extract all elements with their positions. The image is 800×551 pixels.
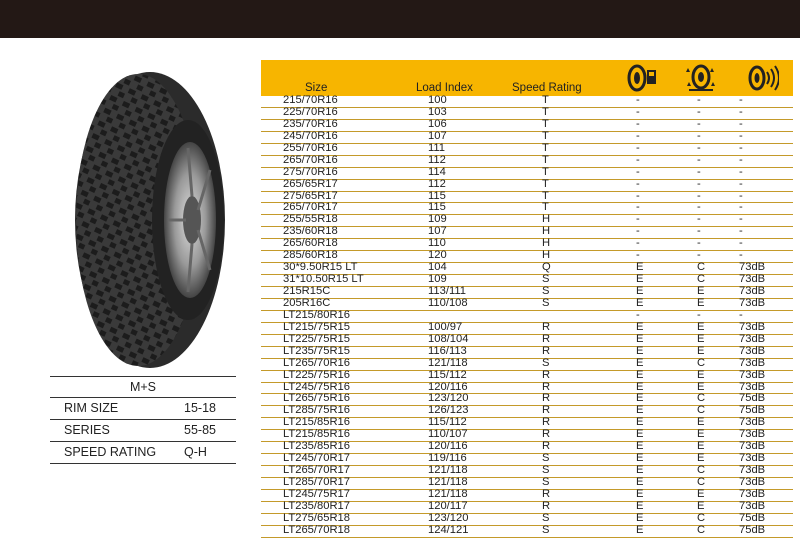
cell-load-index: 107 (428, 129, 447, 142)
cell-load-index: 121/118 (428, 487, 468, 500)
cell-noise: 73dB (739, 499, 766, 512)
cell-load-index: 109 (428, 213, 447, 226)
cell-fuel-rating: E (636, 404, 644, 417)
cell-load-index: 124/121 (428, 523, 469, 536)
cell-fuel-rating: E (636, 344, 644, 357)
cell-speed-rating: S (542, 452, 550, 465)
cell-size: LT285/75R16 (283, 404, 350, 417)
spec-row (50, 442, 236, 464)
cell-size: 30*9.50R15 LT (283, 261, 358, 274)
cell-noise: - (739, 141, 743, 154)
cell-speed-rating: S (542, 273, 550, 286)
cell-speed-rating: H (542, 213, 551, 226)
cell-speed-rating: T (542, 94, 549, 106)
cell-size: 225/70R16 (283, 105, 338, 118)
cell-fuel-rating: - (636, 177, 640, 190)
cell-wet-grip-rating: E (697, 344, 705, 357)
cell-speed-rating: T (542, 141, 549, 154)
cell-load-index: 100 (428, 94, 447, 106)
cell-speed-rating: H (542, 225, 551, 238)
cell-load-index: 120/116 (428, 440, 468, 453)
cell-speed-rating: R (542, 404, 551, 417)
cell-wet-grip-rating: - (697, 237, 701, 250)
cell-speed-rating: R (542, 487, 551, 500)
cell-size: LT265/70R16 (283, 356, 350, 369)
cell-size: LT215/85R16 (283, 416, 350, 429)
cell-wet-grip-rating: - (697, 141, 701, 154)
cell-speed-rating: T (542, 105, 549, 118)
table-row (261, 239, 793, 251)
cell-fuel-rating: E (636, 440, 644, 453)
spec-row (50, 398, 236, 420)
cell-noise: 73dB (739, 344, 766, 357)
cell-load-index: 109 (428, 273, 447, 286)
top-banner (0, 0, 800, 38)
cell-noise: 73dB (739, 296, 766, 309)
cell-noise: 73dB (739, 464, 766, 477)
cell-load-index: 116/113 (428, 344, 467, 357)
cell-fuel-rating: - (636, 225, 640, 238)
cell-fuel-rating: E (636, 273, 644, 286)
cell-speed-rating: T (542, 165, 549, 178)
cell-wet-grip-rating: E (697, 380, 705, 393)
cell-size: LT225/75R16 (283, 368, 350, 381)
cell-speed-rating: S (542, 356, 550, 369)
cell-size: LT225/75R15 (283, 332, 350, 345)
cell-load-index: 121/118 (428, 476, 468, 488)
table-row (261, 189, 793, 204)
cell-wet-grip-rating: C (697, 273, 706, 286)
cell-fuel-rating: - (636, 201, 640, 214)
cell-fuel-rating: E (636, 356, 644, 369)
cell-size: LT265/70R17 (283, 464, 350, 477)
cell-wet-grip-rating: - (697, 225, 701, 238)
spec-label: SPEED RATING (64, 445, 157, 459)
cell-size: LT265/70R18 (283, 523, 350, 536)
cell-noise: 73dB (739, 428, 766, 441)
cell-wet-grip-rating: E (697, 487, 705, 500)
cell-fuel-rating: E (636, 296, 644, 309)
cell-noise: - (739, 129, 743, 142)
cell-fuel-rating: - (636, 249, 640, 262)
cell-load-index: 104 (428, 261, 447, 274)
cell-noise: - (739, 165, 743, 178)
cell-size: LT235/75R15 (283, 344, 350, 357)
table-header (261, 60, 793, 96)
cell-load-index: 121/118 (428, 356, 468, 369)
cell-size: LT275/65R18 (283, 511, 350, 524)
table-row (261, 287, 793, 299)
cell-size: 215R15C (283, 285, 331, 297)
cell-fuel-rating: - (636, 189, 640, 202)
cell-fuel-rating: E (636, 511, 644, 524)
cell-wet-grip-rating: - (697, 153, 701, 166)
cell-fuel-rating: E (636, 452, 644, 465)
cell-speed-rating: S (542, 464, 550, 477)
cell-noise: - (739, 117, 743, 130)
cell-fuel-rating: - (636, 213, 640, 226)
cell-noise: 73dB (739, 273, 766, 286)
cell-speed-rating: R (542, 320, 551, 333)
cell-speed-rating: H (542, 249, 551, 262)
tire-image (60, 70, 230, 370)
cell-size: LT215/85R16 (283, 428, 350, 441)
table-row (261, 117, 793, 132)
cell-wet-grip-rating: E (697, 296, 705, 309)
cell-fuel-rating: E (636, 476, 644, 488)
cell-size: 31*10.50R15 LT (283, 273, 364, 286)
cell-noise: 73dB (739, 440, 766, 453)
fuel-efficiency-icon (627, 64, 659, 92)
wet-grip-icon (685, 64, 717, 92)
cell-wet-grip-rating: C (697, 511, 706, 524)
cell-noise: 73dB (739, 332, 766, 345)
cell-speed-rating: T (542, 117, 549, 130)
cell-size: LT245/70R17 (283, 452, 350, 465)
table-row (261, 203, 793, 215)
cell-size: LT265/75R16 (283, 392, 350, 405)
cell-size: 215/70R16 (283, 94, 338, 106)
cell-wet-grip-rating: E (697, 332, 705, 345)
cell-fuel-rating: E (636, 380, 644, 393)
cell-noise: - (739, 249, 743, 262)
cell-fuel-rating: E (636, 464, 644, 477)
table-row (261, 523, 793, 538)
cell-speed-rating: T (542, 201, 549, 214)
table-row (261, 153, 793, 168)
cell-fuel-rating: - (636, 117, 640, 130)
table-body (261, 96, 793, 538)
cell-noise: - (739, 213, 743, 226)
cell-size: 285/60R18 (283, 249, 338, 262)
cell-wet-grip-rating: E (697, 368, 705, 381)
spec-value: Q-H (184, 445, 207, 459)
cell-size: 275/70R16 (283, 165, 338, 178)
cell-speed-rating: T (542, 153, 549, 166)
cell-size: LT245/75R17 (283, 487, 350, 500)
cell-wet-grip-rating: C (697, 392, 706, 405)
cell-fuel-rating: E (636, 332, 644, 345)
table-row (261, 227, 793, 239)
cell-wet-grip-rating: - (697, 94, 701, 106)
cell-size: LT215/80R16 (283, 308, 350, 321)
cell-fuel-rating: E (636, 428, 644, 441)
cell-noise: - (739, 105, 743, 118)
cell-wet-grip-rating: C (697, 523, 706, 536)
table-row (261, 165, 793, 180)
cell-noise: 73dB (739, 356, 766, 369)
cell-noise: 73dB (739, 380, 766, 393)
cell-speed-rating: R (542, 368, 551, 381)
cell-fuel-rating: E (636, 499, 644, 512)
cell-size: 265/70R16 (283, 153, 338, 166)
cell-wet-grip-rating: - (697, 117, 701, 130)
cell-wet-grip-rating: C (697, 464, 706, 477)
cell-load-index: 108/104 (428, 332, 469, 345)
cell-noise: - (739, 225, 743, 238)
cell-noise: 73dB (739, 261, 766, 274)
spec-row (50, 420, 236, 442)
cell-noise: 73dB (739, 285, 766, 297)
cell-size: 255/55R18 (283, 213, 338, 226)
cell-load-index: 111 (428, 141, 446, 154)
spec-value: 15-18 (184, 401, 216, 415)
cell-fuel-rating: - (636, 94, 640, 106)
cell-load-index: 110 (428, 237, 446, 250)
cell-wet-grip-rating: E (697, 440, 705, 453)
cell-wet-grip-rating: E (697, 285, 705, 297)
cell-load-index: 112 (428, 177, 446, 190)
cell-size: 255/70R16 (283, 141, 338, 154)
cell-fuel-rating: - (636, 165, 640, 178)
cell-size: 235/70R16 (283, 117, 338, 130)
cell-noise: 73dB (739, 416, 766, 429)
cell-size: LT235/80R17 (283, 499, 350, 512)
cell-noise: - (739, 94, 743, 106)
cell-wet-grip-rating: - (697, 177, 701, 190)
cell-size: 265/65R17 (283, 177, 338, 190)
cell-speed-rating: R (542, 380, 551, 393)
cell-speed-rating: R (542, 344, 551, 357)
table-row (261, 96, 793, 108)
cell-load-index: 121/118 (428, 464, 468, 477)
table-row (261, 141, 793, 156)
cell-fuel-rating: E (636, 416, 644, 429)
cell-noise: 75dB (739, 523, 766, 536)
cell-speed-rating: S (542, 296, 550, 309)
cell-load-index: 120/116 (428, 380, 468, 393)
cell-size: LT245/75R16 (283, 380, 350, 393)
cell-load-index: 103 (428, 105, 447, 118)
table-row (261, 177, 793, 192)
cell-speed-rating: T (542, 129, 549, 142)
cell-speed-rating: R (542, 499, 551, 512)
cell-size: LT215/75R15 (283, 320, 350, 333)
cell-noise: 75dB (739, 404, 766, 417)
table-row (261, 105, 793, 120)
spec-title: M+S (50, 376, 236, 398)
cell-wet-grip-rating: - (697, 105, 701, 118)
cell-noise: 73dB (739, 368, 766, 381)
spec-value: 55-85 (184, 423, 216, 437)
cell-noise: - (739, 237, 743, 250)
cell-noise: 73dB (739, 487, 766, 500)
spec-label: SERIES (64, 423, 110, 437)
cell-load-index: 115 (428, 201, 446, 214)
cell-load-index: 115/112 (428, 416, 467, 429)
cell-speed-rating: R (542, 428, 551, 441)
cell-fuel-rating: E (636, 392, 644, 405)
cell-speed-rating: R (542, 416, 551, 429)
cell-fuel-rating: - (636, 308, 640, 321)
table-row (261, 129, 793, 144)
cell-wet-grip-rating: C (697, 404, 706, 417)
table-row (261, 275, 793, 287)
cell-load-index: 120 (428, 249, 447, 262)
cell-fuel-rating: E (636, 523, 644, 536)
cell-load-index: 115/112 (428, 368, 467, 381)
cell-wet-grip-rating: C (697, 261, 706, 274)
cell-speed-rating: S (542, 523, 550, 536)
cell-noise: - (739, 177, 743, 190)
cell-speed-rating: T (542, 189, 549, 202)
cell-load-index: 123/120 (428, 511, 469, 524)
cell-load-index: 123/120 (428, 392, 469, 405)
cell-load-index: 110/108 (428, 296, 468, 309)
cell-load-index: 120/117 (428, 499, 468, 512)
cell-wet-grip-rating: E (697, 452, 705, 465)
cell-wet-grip-rating: - (697, 213, 701, 226)
cell-load-index: 115 (428, 189, 446, 202)
spec-label: RIM SIZE (64, 401, 119, 415)
cell-wet-grip-rating: - (697, 189, 701, 202)
cell-noise: - (739, 153, 743, 166)
cell-size: 205R16C (283, 296, 331, 309)
header-speed-rating: Speed Rating (512, 82, 582, 94)
cell-noise: 73dB (739, 476, 766, 488)
cell-load-index: 107 (428, 225, 447, 238)
cell-fuel-rating: - (636, 153, 640, 166)
table-row (261, 215, 793, 227)
cell-speed-rating: H (542, 237, 551, 250)
cell-fuel-rating: E (636, 261, 644, 274)
cell-fuel-rating: - (636, 141, 640, 154)
cell-wet-grip-rating: E (697, 499, 705, 512)
cell-size: 265/60R18 (283, 237, 338, 250)
cell-load-index: 110/107 (428, 428, 468, 441)
cell-load-index: 113/111 (428, 285, 466, 297)
cell-size: 275/65R17 (283, 189, 338, 202)
cell-noise: - (739, 201, 743, 214)
cell-wet-grip-rating: - (697, 308, 701, 321)
cell-size: 235/60R18 (283, 225, 338, 238)
cell-fuel-rating: - (636, 237, 640, 250)
header-size: Size (305, 82, 328, 94)
cell-wet-grip-rating: - (697, 129, 701, 142)
cell-size: 245/70R16 (283, 129, 338, 142)
noise-icon (747, 64, 779, 92)
cell-speed-rating: R (542, 392, 551, 405)
cell-wet-grip-rating: - (697, 165, 701, 178)
cell-wet-grip-rating: - (697, 201, 701, 214)
cell-speed-rating: R (542, 440, 551, 453)
cell-speed-rating: S (542, 511, 550, 524)
cell-noise: 73dB (739, 452, 766, 465)
cell-fuel-rating: E (636, 285, 644, 297)
cell-fuel-rating: - (636, 105, 640, 118)
cell-wet-grip-rating: - (697, 249, 701, 262)
cell-fuel-rating: E (636, 368, 644, 381)
cell-speed-rating: T (542, 177, 549, 190)
cell-size: LT235/85R16 (283, 440, 350, 453)
spec-box (50, 376, 236, 464)
cell-wet-grip-rating: E (697, 320, 705, 333)
cell-fuel-rating: - (636, 129, 640, 142)
cell-speed-rating: Q (542, 261, 551, 274)
cell-load-index: 126/123 (428, 404, 469, 417)
cell-load-index: 114 (428, 165, 446, 178)
cell-fuel-rating: E (636, 320, 644, 333)
cell-noise: - (739, 189, 743, 202)
cell-wet-grip-rating: C (697, 356, 706, 369)
cell-noise: 75dB (739, 511, 766, 524)
header-load-index: Load Index (416, 82, 473, 94)
cell-wet-grip-rating: C (697, 476, 706, 488)
size-table (261, 60, 793, 538)
cell-noise: 73dB (739, 320, 766, 333)
cell-load-index: 112 (428, 153, 446, 166)
cell-speed-rating: S (542, 285, 550, 297)
cell-wet-grip-rating: E (697, 416, 705, 429)
cell-noise: 75dB (739, 392, 766, 405)
cell-wet-grip-rating: E (697, 428, 705, 441)
cell-load-index: 100/97 (428, 320, 463, 333)
cell-size: 265/70R17 (283, 201, 338, 214)
cell-speed-rating: R (542, 332, 551, 345)
cell-load-index: 106 (428, 117, 447, 130)
cell-load-index: 119/116 (428, 452, 467, 465)
cell-fuel-rating: E (636, 487, 644, 500)
cell-noise: - (739, 308, 743, 321)
cell-size: LT285/70R17 (283, 476, 350, 488)
cell-speed-rating: S (542, 476, 550, 488)
